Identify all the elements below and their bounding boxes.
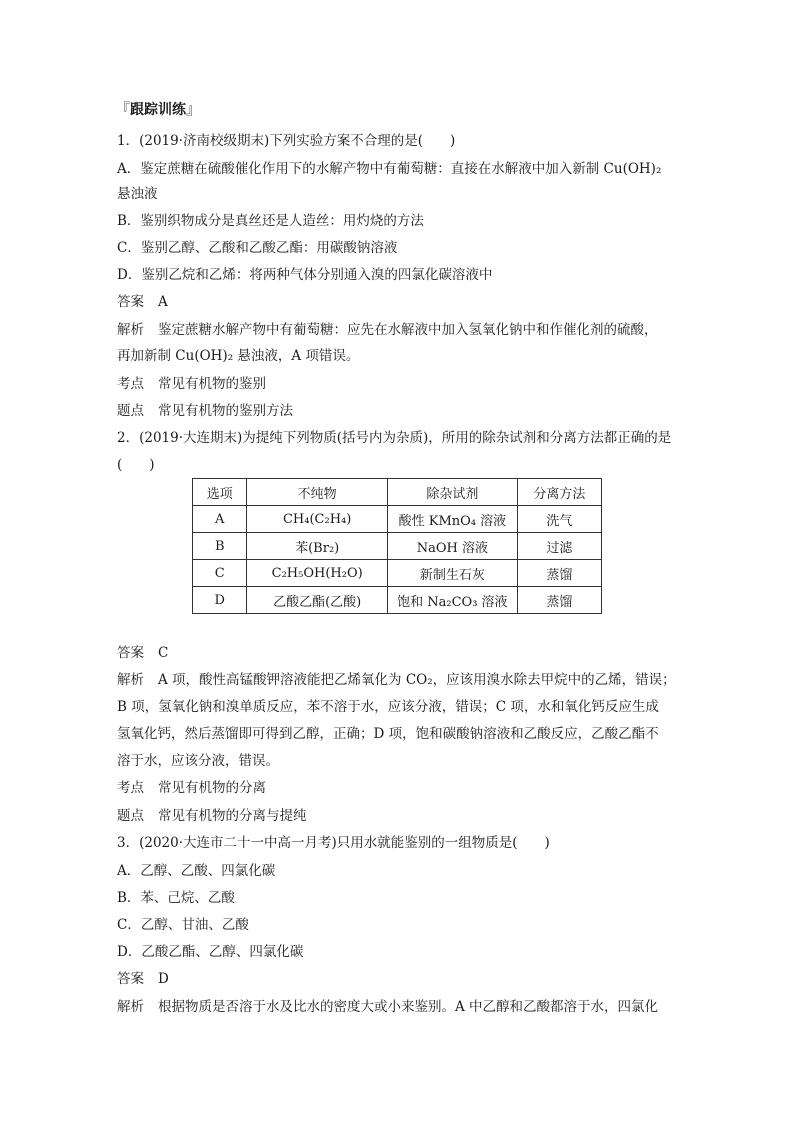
table-header-row (193, 479, 602, 506)
q1-stem: 1．(2019·济南校级期末)下列实验方案不合理的是( ) (117, 133, 456, 149)
tidian-text: 常见有机物的鉴别方法 (158, 403, 293, 419)
answer-value: A (158, 294, 168, 310)
table-cell: B (193, 533, 247, 560)
table-header-cell: 除杂试剂 (387, 479, 517, 506)
table-cell: A (193, 506, 247, 533)
q3-option-b: B．苯、己烷、乙酸 (117, 890, 235, 906)
analysis-text: 鉴定蔗糖水解产物中有葡萄糖：应先在水解液中加入氢氧化钠中和作催化剂的硫酸， (158, 322, 658, 338)
section-heading (115, 99, 201, 120)
open-bracket: 『 (115, 100, 131, 118)
q1-kaodian (117, 374, 266, 394)
table-cell: 乙酸乙酯(乙酸) (247, 587, 387, 614)
table-cell: 蒸馏 (517, 587, 601, 614)
kaodian-text: 常见有机物的分离 (158, 780, 266, 796)
q2-stem-line1: 2．(2019·大连期末)为提纯下列物质(括号内为杂质)，所用的除杂试剂和分离方法都正确的是 (117, 430, 672, 446)
tidian-text: 常见有机物的分离与提纯 (158, 808, 307, 824)
q3-option-a: A．乙醇、乙酸、四氯化碳 (117, 863, 276, 879)
purification-table (192, 478, 602, 614)
analysis-label: 解析 (117, 672, 144, 688)
tidian-label: 题点 (117, 808, 144, 824)
table-cell: D (193, 587, 247, 614)
table-cell: 过滤 (517, 533, 601, 560)
table-row (193, 587, 602, 614)
q3-answer (117, 969, 169, 989)
analysis-label: 解析 (117, 322, 144, 338)
kaodian-label: 考点 (117, 376, 144, 392)
q2-analysis-line1 (117, 670, 676, 690)
q2-analysis-line4: 溶于水，应该分液，错误。 (117, 753, 279, 769)
q2-answer (117, 643, 168, 663)
table-cell: C (193, 560, 247, 587)
answer-label: 答案 (117, 971, 144, 987)
table-cell: 蒸馏 (517, 560, 601, 587)
close-bracket: 』 (186, 100, 202, 118)
analysis-text: A 项，酸性高锰酸钾溶液能把乙烯氧化为 CO₂，应该用溴水除去甲烷中的乙烯，错误； (158, 672, 676, 688)
kaodian-label: 考点 (117, 780, 144, 796)
q1-analysis-line2: 再加新制 Cu(OH)₂ 悬浊液，A 项错误。 (117, 348, 360, 364)
table-cell: 苯(Br₂) (247, 533, 387, 560)
q1-option-d: D．鉴别乙烷和乙烯：将两种气体分别通入溴的四氯化碳溶液中 (117, 267, 493, 283)
table-row (193, 533, 602, 560)
kaodian-text: 常见有机物的鉴别 (158, 376, 266, 392)
tidian-label: 题点 (117, 403, 144, 419)
answer-value: D (158, 971, 169, 987)
q1-option-a-line1: A．鉴定蔗糖在硫酸催化作用下的水解产物中有葡萄糖：直接在水解液中加入新制 Cu(OH)₂ (117, 161, 662, 177)
table-row (193, 560, 602, 587)
q2-kaodian (117, 778, 266, 798)
q1-tidian (117, 401, 293, 421)
q2-analysis-line2: B 项，氢氧化钠和溴单质反应，苯不溶于水，应该分液，错误；C 项，水和氧化钙反应生成 (117, 699, 659, 715)
table-cell: 洗气 (517, 506, 601, 533)
q3-analysis-line1 (117, 997, 658, 1017)
q3-option-c: C．乙醇、甘油、乙酸 (117, 917, 249, 933)
table-cell: 饱和 Na₂CO₃ 溶液 (387, 587, 517, 614)
table-cell: C₂H₅OH(H₂O) (247, 560, 387, 587)
q1-option-a-line2: 悬浊液 (117, 186, 158, 202)
analysis-text: 根据物质是否溶于水及比水的密度大或小来鉴别。A 中乙醇和乙酸都溶于水，四氯化 (158, 999, 659, 1015)
answer-value: C (158, 645, 169, 661)
q1-answer (117, 292, 168, 312)
section-title: 跟踪训练 (130, 102, 187, 118)
answer-label: 答案 (117, 294, 144, 310)
table-header-cell: 分离方法 (517, 479, 601, 506)
answer-label: 答案 (117, 645, 144, 661)
q1-option-b: B．鉴别织物成分是真丝还是人造丝：用灼烧的方法 (117, 213, 424, 229)
table-cell: CH₄(C₂H₄) (247, 506, 387, 533)
table-header-cell: 不纯物 (247, 479, 387, 506)
q1-option-c: C．鉴别乙醇、乙酸和乙酸乙酯：用碳酸钠溶液 (117, 240, 398, 256)
q2-analysis-line3: 氢氧化钙，然后蒸馏即可得到乙醇，正确；D 项，饱和碳酸钠溶液和乙酸反应，乙酸乙酯不 (117, 726, 659, 742)
q1-analysis-line1 (117, 320, 658, 340)
q3-option-d: D．乙酸乙酯、乙醇、四氯化碳 (117, 944, 304, 960)
q2-tidian (117, 806, 307, 826)
table-cell: NaOH 溶液 (387, 533, 517, 560)
q2-stem-line2: ( ) (117, 457, 155, 473)
table-header-cell: 选项 (193, 479, 247, 506)
table-row (193, 506, 602, 533)
table-cell: 酸性 KMnO₄ 溶液 (387, 506, 517, 533)
analysis-label: 解析 (117, 999, 144, 1015)
table-cell: 新制生石灰 (387, 560, 517, 587)
q3-stem: 3．(2020·大连市二十一中高一月考)只用水就能鉴别的一组物质是( ) (117, 835, 550, 851)
